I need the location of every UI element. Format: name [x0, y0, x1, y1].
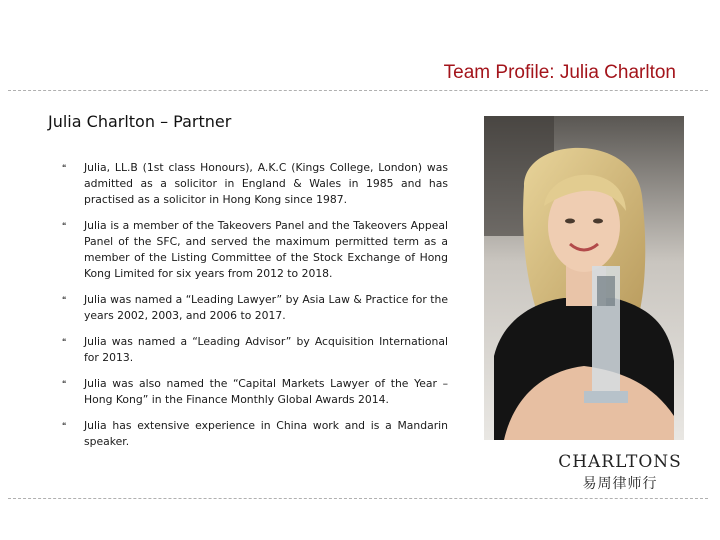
bio-bullet-text: Julia, LL.B (1st class Honours), A.K.C (Kings College, London) was admitted as a solicitor in England & Wales in 1985 and has practised as a solicitor in Hong Kong since 1987.: [84, 161, 448, 206]
quote-bullet-icon: ❝: [62, 337, 67, 346]
bio-bullet-text: Julia has extensive experience in China work and is a Mandarin speaker.: [84, 419, 448, 448]
quote-bullet-icon: ❝: [62, 163, 67, 172]
profile-heading: Julia Charlton – Partner: [48, 112, 232, 131]
bio-bullet: [62, 218, 448, 282]
quote-bullet-icon: ❝: [62, 295, 67, 304]
quote-bullet-icon: ❝: [62, 379, 67, 388]
logo-wordmark: CHARLTONS: [558, 452, 682, 472]
bio-bullet-text: Julia was named a “Leading Lawyer” by Asia Law & Practice for the years 2002, 2003, and 2006 to 2017.: [84, 293, 448, 322]
bio-bullet-text: Julia is a member of the Takeovers Panel and the Takeovers Appeal Panel of the SFC, and served the maximum permitted term as a member of the Listing Committee of the Stock Exchange of Hong Kong Limited for six years from 2012 to 2018.: [84, 219, 448, 280]
portrait-photo: [484, 116, 684, 440]
bio-bullet: [62, 334, 448, 366]
charltons-logo: [556, 452, 684, 500]
bio-bullet-text: Julia was also named the “Capital Markets Lawyer of the Year – Hong Kong” in the Finance Monthly Global Awards 2014.: [84, 377, 448, 406]
bio-bullet: [62, 418, 448, 450]
quote-bullet-icon: ❝: [62, 421, 67, 430]
bio-bullet: [62, 292, 448, 324]
bio-bullet-list: [62, 160, 448, 460]
bio-bullet: [62, 160, 448, 208]
title-divider: [8, 90, 708, 91]
quote-bullet-icon: ❝: [62, 221, 67, 230]
bio-bullet: [62, 376, 448, 408]
slide-title: Team Profile: Julia Charlton: [443, 62, 676, 83]
bio-bullet-text: Julia was named a “Leading Advisor” by Acquisition International for 2013.: [84, 335, 448, 364]
logo-chinese-name: 易周律师行: [582, 476, 658, 492]
footer-divider: [8, 498, 708, 499]
portrait-illustration: [484, 116, 684, 440]
